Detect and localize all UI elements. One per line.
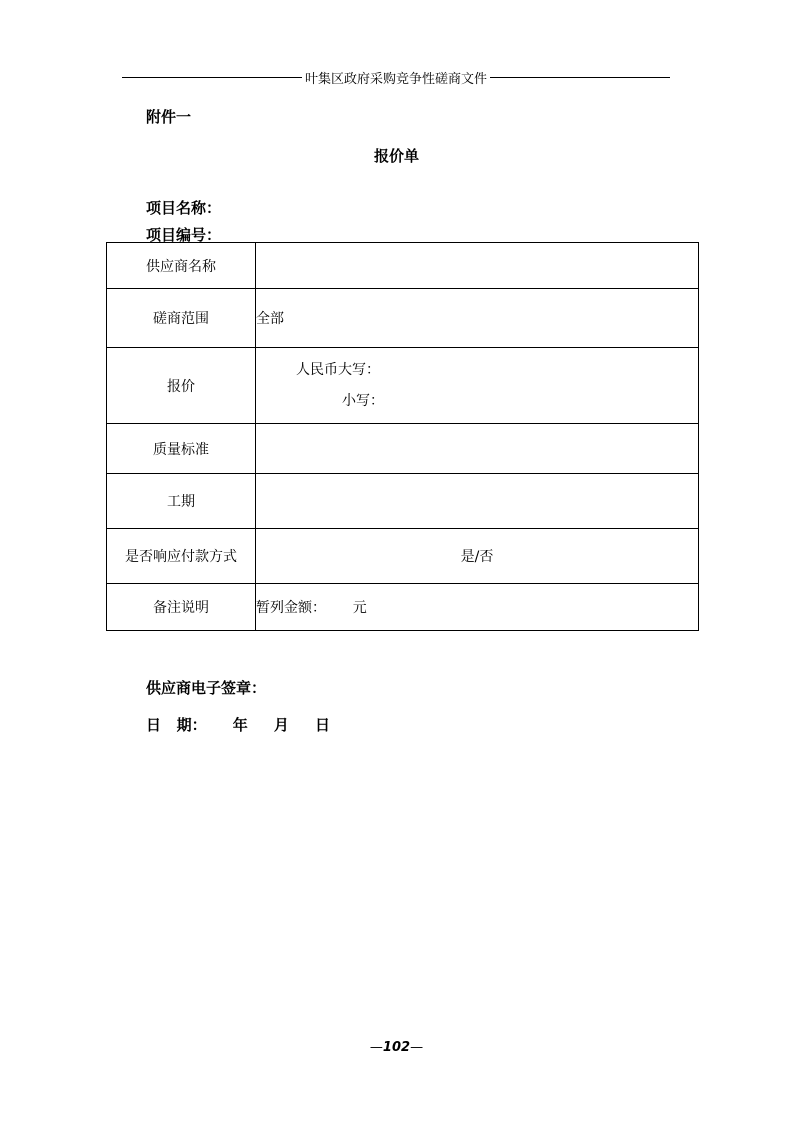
quote-table — [106, 242, 699, 631]
footer-dash-left: — — [369, 1040, 383, 1055]
price-lower-label: 小写： — [342, 393, 384, 409]
price-label: 报价 — [107, 348, 256, 424]
supplier-name-cell — [256, 243, 699, 289]
footer-dash-right: — — [410, 1040, 424, 1055]
remark-value: 暂列金额： 元 — [256, 584, 699, 631]
attachment-label: 附件一 — [146, 108, 192, 126]
project-code-label: 项目编号： — [146, 226, 222, 244]
table-row — [107, 474, 699, 529]
table-row — [107, 289, 699, 348]
supplier-name-label: 供应商名称 — [107, 243, 256, 289]
date-line: 日 期： 年 月 日 — [146, 716, 330, 734]
document-header — [122, 67, 670, 87]
page-number: 102 — [382, 1040, 411, 1055]
page-footer — [0, 1040, 793, 1055]
table-row — [107, 424, 699, 474]
price-upper-label: 人民币大写： — [296, 362, 380, 378]
supplier-signature-label: 供应商电子签章： — [146, 679, 267, 697]
scope-value: 全部 — [256, 289, 699, 348]
table-row — [107, 529, 699, 584]
header-rule-right — [490, 77, 670, 78]
price-cell — [256, 348, 699, 424]
period-label: 工期 — [107, 474, 256, 529]
table-row — [107, 243, 699, 289]
payment-response-label: 是否响应付款方式 — [107, 529, 256, 584]
period-cell — [256, 474, 699, 529]
header-rule-left — [122, 77, 302, 78]
header-title: 叶集区政府采购竞争性磋商文件 — [305, 71, 488, 87]
page-title: 报价单 — [373, 147, 419, 165]
remark-label: 备注说明 — [107, 584, 256, 631]
quality-label: 质量标准 — [107, 424, 256, 474]
scope-label: 磋商范围 — [107, 289, 256, 348]
table-row — [107, 584, 699, 631]
quality-cell — [256, 424, 699, 474]
table-row — [107, 348, 699, 424]
project-name-label: 项目名称： — [146, 199, 222, 217]
payment-response-value: 是/否 — [256, 529, 699, 584]
